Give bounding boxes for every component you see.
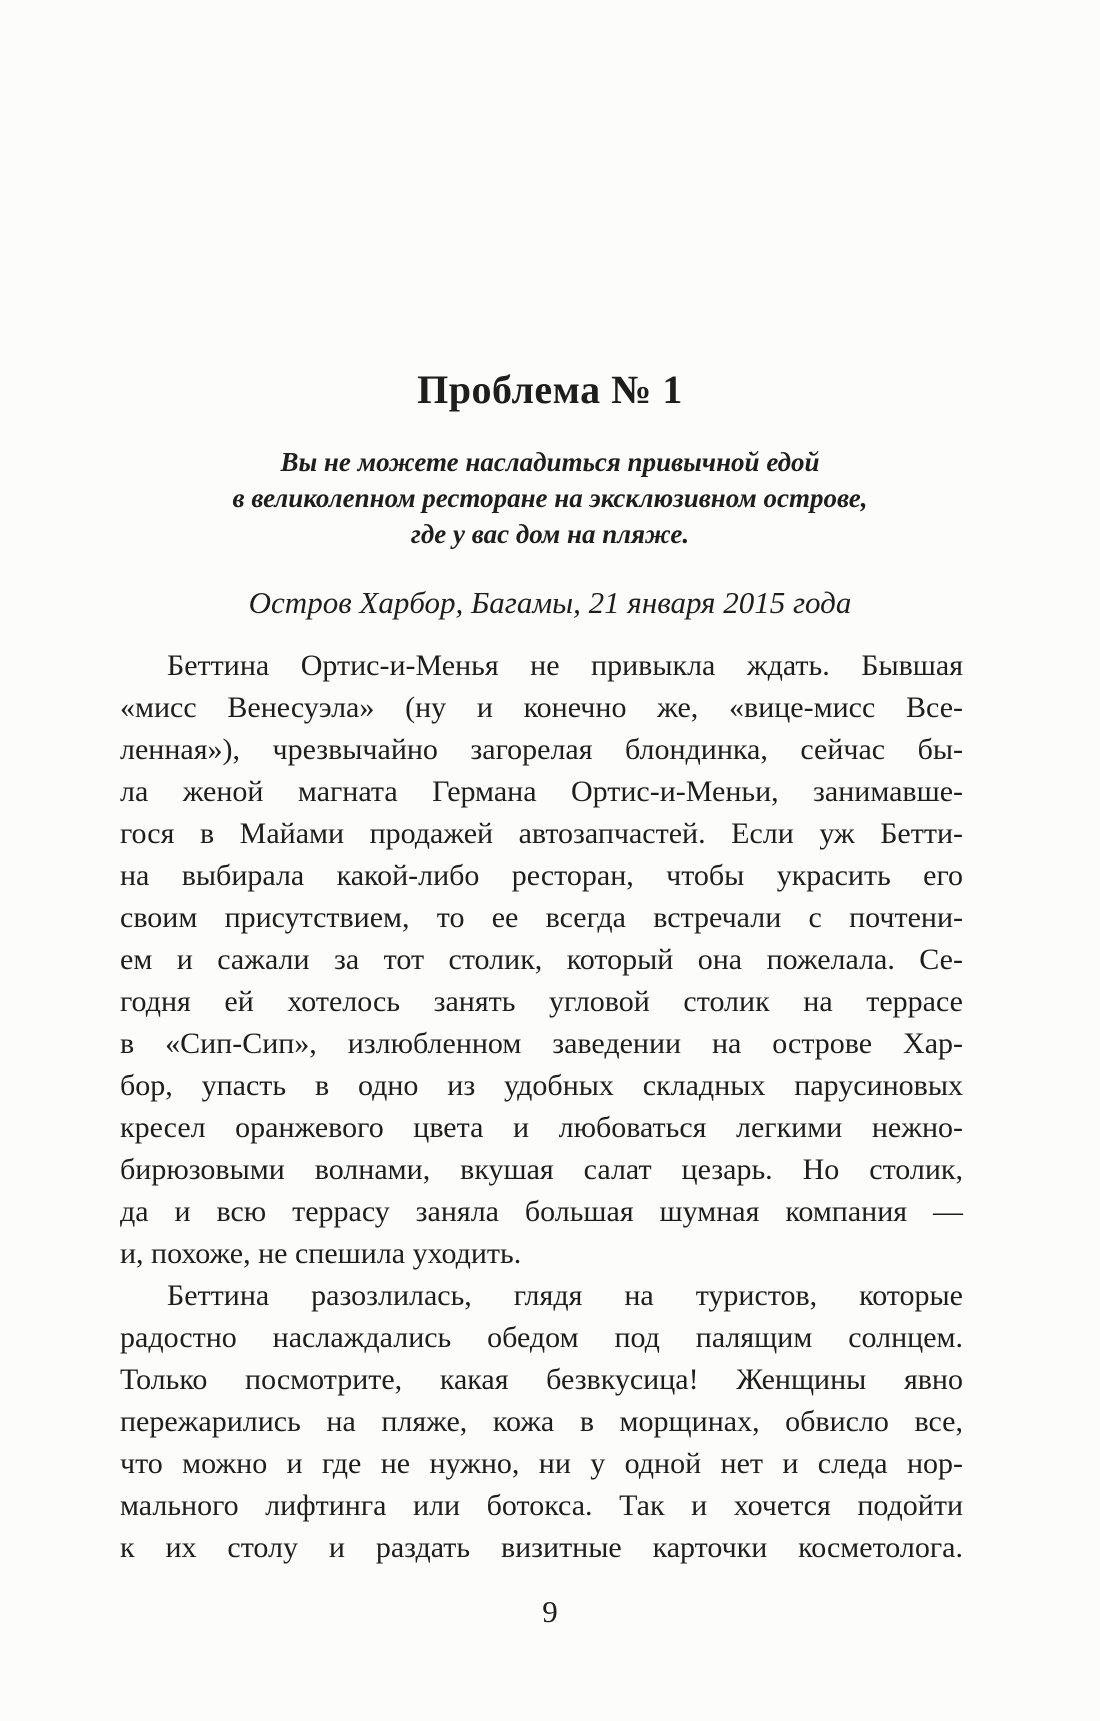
epigraph-line: в великолепном ресторане на эксклюзивном острове, (232, 483, 868, 513)
body-line: Беттина Ортис-и-Менья не привыкла ждать. Бывшая (167, 649, 963, 682)
body-line: Беттина разозлилась, глядя на туристов, которые (167, 1279, 963, 1312)
body-line: к их столу и раздать визитные карточки косметолога. (120, 1531, 963, 1564)
chapter-title: Проблема № 1 (417, 367, 683, 412)
body-line: на выбирала какой-либо ресторан, чтобы украсить его (120, 859, 963, 892)
body-line: бор, упасть в одно из удобных складных парусиновых (120, 1069, 963, 1102)
paragraph (120, 645, 963, 1275)
body-line: и, похоже, не спешила уходить. (120, 1237, 522, 1270)
body-line: ленная»), чрезвычайно загорелая блондинка, сейчас бы- (120, 733, 963, 766)
body-line: бирюзовыми волнами, вкушая салат цезарь. Но столик, (120, 1153, 963, 1186)
body-line: годня ей хотелось занять угловой столик на террасе (120, 985, 963, 1018)
epigraph-line: Вы не можете насладиться привычной едой (280, 447, 820, 477)
body-line: Только посмотрите, какая безвкусица! Женщины явно (120, 1363, 963, 1396)
body-line: в «Сип-Сип», излюбленном заведении на острове Хар- (120, 1027, 963, 1060)
body-line: радостно наслаждались обедом под палящим солнцем. (120, 1321, 963, 1354)
body-line: да и всю террасу заняла большая шумная компания — (120, 1195, 963, 1228)
body-line: кресел оранжевого цвета и любоваться легкими нежно- (120, 1111, 963, 1144)
body-line: ем и сажали за тот столик, который она пожелала. Се- (120, 943, 963, 976)
body-line: гося в Майами продажей автозапчастей. Если уж Бетти- (120, 817, 963, 850)
paragraph (120, 1275, 963, 1569)
epigraph (0, 444, 1100, 552)
body-line: ла женой магната Германа Ортис-и-Меньи, занимавше- (120, 775, 963, 808)
body-text (120, 645, 963, 1569)
epigraph-line: где у вас дом на пляже. (410, 519, 690, 549)
dateline: Остров Харбор, Багамы, 21 января 2015 года (248, 585, 852, 620)
body-line: своим присутствием, то ее всегда встречали с почтени- (120, 901, 963, 934)
body-line: мального лифтинга или ботокса. Так и хочется подойти (120, 1489, 963, 1522)
body-line: «мисс Венесуэла» (ну и конечно же, «вице-мисс Все- (120, 691, 963, 724)
body-line: что можно и где не нужно, ни у одной нет и следа нор- (120, 1447, 963, 1480)
page-number: 9 (542, 1594, 558, 1629)
body-line: пережарились на пляже, кожа в морщинах, обвисло все, (120, 1405, 963, 1438)
